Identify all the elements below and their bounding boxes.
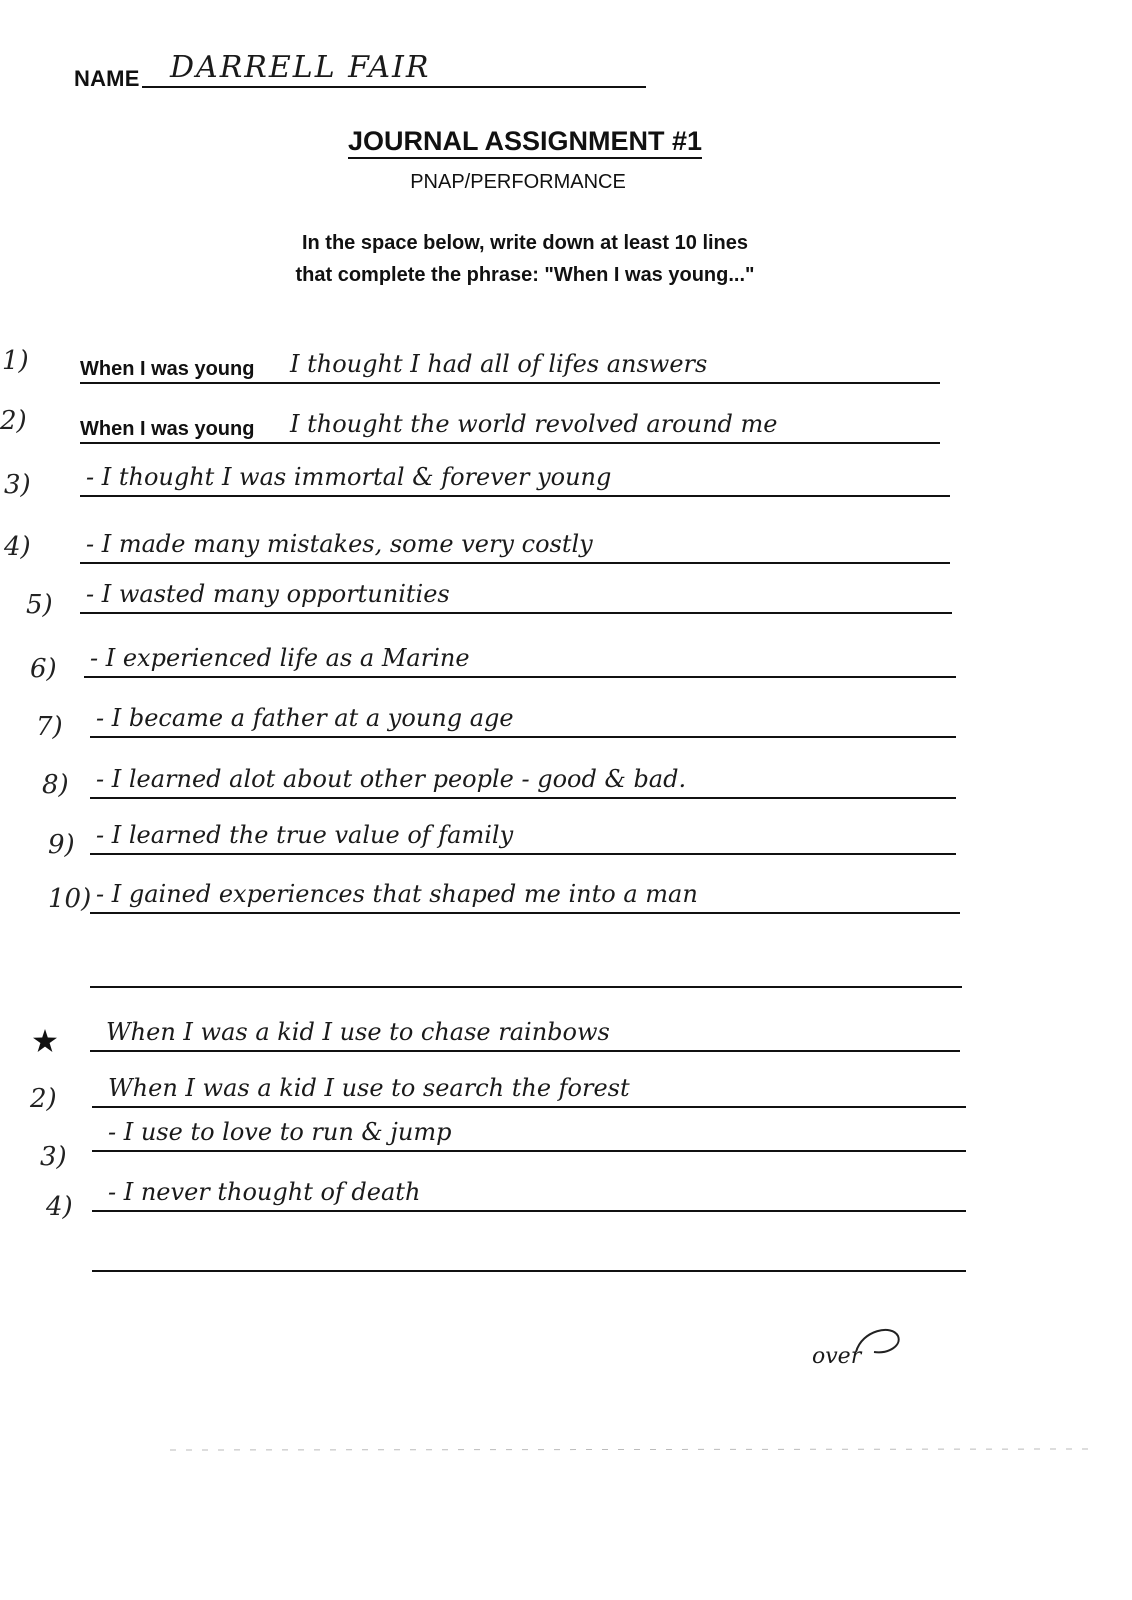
row-answer: I thought the world revolved around me [290, 410, 778, 438]
star-icon [32, 1028, 58, 1054]
blank-rule [92, 1270, 966, 1272]
name-value: DARRELL FAIR [170, 50, 431, 85]
row-number: 3) [4, 470, 31, 500]
row-rule [80, 382, 940, 384]
row-rule [80, 495, 950, 497]
row-answer: - I became a father at a young age [96, 704, 514, 732]
page-subtitle: PNAP/PERFORMANCE [410, 171, 626, 193]
row-answer: - I made many mistakes, some very costly [86, 530, 593, 558]
row-answer: I thought I had all of lifes answers [290, 350, 708, 378]
row-rule [80, 442, 940, 444]
row-rule [90, 853, 956, 855]
over-note: over [812, 1344, 862, 1369]
row-answer: - I learned the true value of family [96, 821, 514, 849]
row-rule [90, 1050, 960, 1052]
row-rule [92, 1150, 966, 1152]
row-number: 5) [26, 590, 53, 620]
row-number: 4) [4, 532, 31, 562]
blank-rule [90, 986, 962, 988]
row-answer: - I thought I was immortal & forever young [86, 463, 612, 491]
row-number: 6) [30, 654, 57, 684]
row-number: 4) [46, 1192, 73, 1222]
name-label: NAME [74, 66, 140, 91]
row-rule [92, 1106, 966, 1108]
row-number: 10) [48, 884, 92, 914]
instructions-line-2: that complete the phrase: "When I was young..." [295, 264, 755, 286]
page-title-text: JOURNAL ASSIGNMENT #1 [348, 126, 702, 159]
row-answer: When I was a kid I use to chase rainbows [106, 1018, 610, 1046]
row-prompt: When I was young [80, 358, 255, 380]
row-rule [80, 612, 952, 614]
row-number: 2) [0, 406, 27, 436]
name-line [142, 86, 646, 88]
row-rule [80, 562, 950, 564]
row-number: 2) [30, 1084, 57, 1114]
page-title [0, 126, 1050, 157]
row-answer: - I gained experiences that shaped me into a man [96, 880, 698, 908]
instructions-line-1: In the space below, write down at least 10 lines [301, 232, 749, 254]
row-rule [90, 797, 956, 799]
row-prompt: When I was young [80, 418, 255, 440]
row-answer: - I experienced life as a Marine [90, 644, 470, 672]
row-number: 7) [36, 712, 63, 742]
row-rule [92, 1210, 966, 1212]
row-answer: - I use to love to run & jump [108, 1118, 452, 1146]
row-number: 3) [40, 1142, 67, 1172]
row-answer: When I was a kid I use to search the forest [108, 1074, 630, 1102]
row-answer: - I wasted many opportunities [86, 580, 450, 608]
row-number: 1) [2, 346, 29, 376]
row-rule [90, 736, 956, 738]
row-number: 9) [48, 830, 75, 860]
arrow-loop-icon [852, 1322, 904, 1358]
row-rule [84, 676, 956, 678]
row-answer: - I never thought of death [108, 1178, 421, 1206]
row-answer: - I learned alot about other people - good & bad. [96, 765, 687, 793]
scan-artifact [170, 1446, 1090, 1454]
row-rule [90, 912, 960, 914]
row-number: 8) [42, 770, 69, 800]
